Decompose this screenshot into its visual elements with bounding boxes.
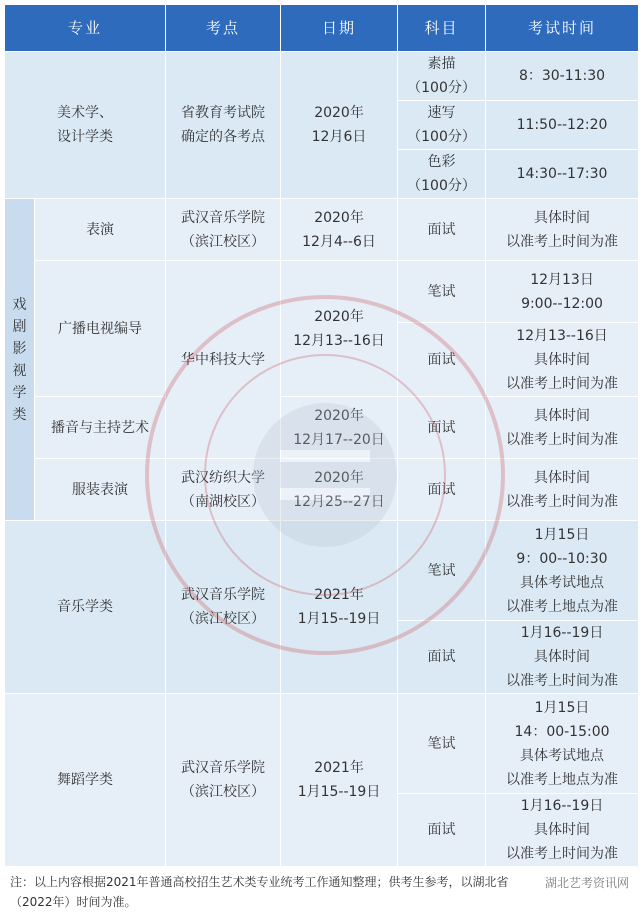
time-hosting: 具体时间 以准考上时间为准 — [486, 397, 639, 459]
major-hosting: 播音与主持艺术 — [35, 397, 166, 459]
table-row — [5, 261, 639, 323]
subject-color: 色彩 （100分） — [398, 150, 486, 199]
subject-costume: 面试 — [398, 459, 486, 521]
date-performance: 2020年 12月4--6日 — [281, 199, 398, 261]
subject-quick-sketch: 速写 （100分） — [398, 101, 486, 150]
subject-broadcast-interview: 面试 — [398, 323, 486, 397]
subject-performance: 面试 — [398, 199, 486, 261]
brand-watermark-text: 湖北艺考资讯网 — [542, 874, 632, 892]
venue-fine-arts: 省教育考试院 确定的各考点 — [166, 52, 281, 199]
category-drama-film: 戏剧影视学类 — [5, 199, 35, 521]
time-performance: 具体时间 以准考上时间为准 — [486, 199, 639, 261]
major-fine-arts: 美术学、 设计学类 — [5, 52, 166, 199]
venue-performance: 武汉音乐学院 （滨江校区） — [166, 199, 281, 261]
subject-broadcast-written: 笔试 — [398, 261, 486, 323]
date-hosting: 2020年 12月17--20日 — [281, 397, 398, 459]
time-broadcast-written: 12月13日 9:00--12:00 — [486, 261, 639, 323]
time-music-written: 1月15日 9：00--10:30 具体考试地点 以准考上地点为准 — [486, 521, 639, 621]
header-subject: 科目 — [398, 5, 486, 52]
subject-dance-interview: 面试 — [398, 794, 486, 867]
time-quick-sketch: 11:50--12:20 — [486, 101, 639, 150]
venue-hzust: 华中科技大学 — [166, 261, 281, 459]
date-costume: 2020年 12月25--27日 — [281, 459, 398, 521]
header-row — [5, 5, 639, 52]
time-music-interview: 1月16--19日 具体时间 以准考上时间为准 — [486, 621, 639, 694]
date-broadcast-directing: 2020年 12月13--16日 — [281, 261, 398, 397]
table-row — [5, 459, 639, 521]
major-broadcast-directing: 广播电视编导 — [35, 261, 166, 397]
subject-music-interview: 面试 — [398, 621, 486, 694]
venue-costume: 武汉纺织大学 （南湖校区） — [166, 459, 281, 521]
subject-sketch: 素描 （100分） — [398, 52, 486, 101]
date-fine-arts: 2020年 12月6日 — [281, 52, 398, 199]
subject-music-written: 笔试 — [398, 521, 486, 621]
date-dance: 2021年 1月15--19日 — [281, 694, 398, 867]
time-dance-written: 1月15日 14：00-15:00 具体考试地点 以准考上地点为准 — [486, 694, 639, 794]
table-row — [5, 397, 639, 459]
time-dance-interview: 1月16--19日 具体时间 以准考上时间为准 — [486, 794, 639, 867]
footnote-line-1: 注：以上内容根据2021年普通高校招生艺术类专业统考工作通知整理；供考生参考，以湖北省 — [10, 875, 509, 889]
table-row — [5, 521, 639, 621]
venue-dance: 武汉音乐学院 （滨江校区） — [166, 694, 281, 867]
subject-dance-written: 笔试 — [398, 694, 486, 794]
major-music: 音乐学类 — [5, 521, 166, 694]
header-date: 日期 — [281, 5, 398, 52]
major-performance: 表演 — [35, 199, 166, 261]
table-row — [5, 52, 639, 101]
header-venue: 考点 — [166, 5, 281, 52]
table-row — [5, 199, 639, 261]
schedule-table-wrapper — [4, 4, 638, 867]
time-color: 14:30--17:30 — [486, 150, 639, 199]
venue-music: 武汉音乐学院 （滨江校区） — [166, 521, 281, 694]
time-costume: 具体时间 以准考上时间为准 — [486, 459, 639, 521]
exam-schedule-table — [4, 4, 639, 867]
major-dance: 舞蹈学类 — [5, 694, 166, 867]
date-music: 2021年 1月15--19日 — [281, 521, 398, 694]
subject-hosting: 面试 — [398, 397, 486, 459]
time-sketch: 8：30-11:30 — [486, 52, 639, 101]
footnote-line-2: （2022年）时间为准。 — [10, 895, 137, 909]
header-major: 专业 — [5, 5, 166, 52]
major-costume: 服装表演 — [35, 459, 166, 521]
header-time: 考试时间 — [486, 5, 639, 52]
table-row — [5, 694, 639, 794]
time-broadcast-interview: 12月13--16日 具体时间 以准考上时间为准 — [486, 323, 639, 397]
